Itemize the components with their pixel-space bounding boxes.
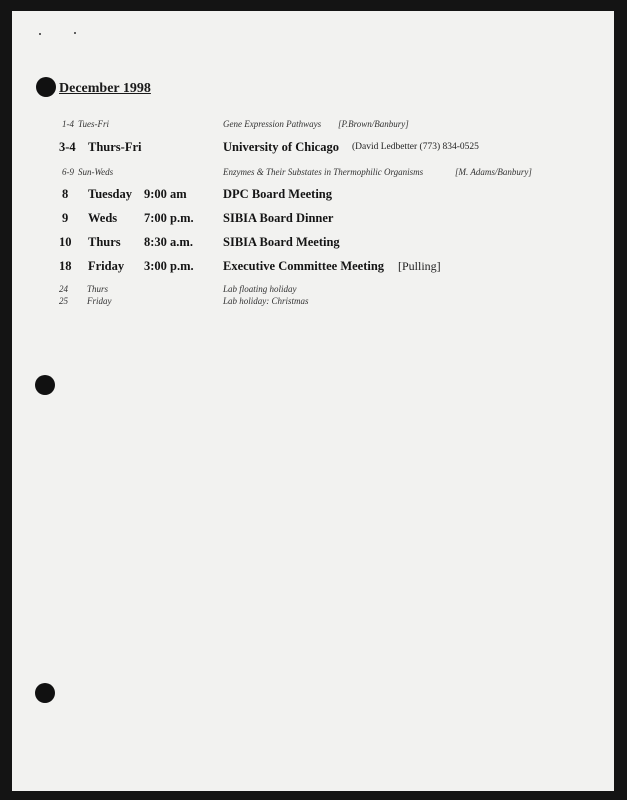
entry-date: 18: [59, 259, 72, 273]
calendar-entry: [12, 296, 614, 314]
entry-day: Sun-Weds: [78, 167, 114, 177]
entry-day: Tuesday: [88, 187, 133, 201]
entry-organizer: [M. Adams/Banbury]: [455, 167, 532, 177]
calendar-entry: [12, 119, 614, 137]
entry-date: 10: [59, 235, 72, 249]
entry-time: 3:00 p.m.: [144, 259, 194, 273]
entry-event: Gene Expression Pathways: [223, 119, 322, 129]
document-page: [12, 11, 614, 791]
entry-day: Friday: [87, 296, 112, 306]
entry-event: SIBIA Board Meeting: [223, 235, 340, 249]
entry-date: 6-9: [62, 167, 74, 177]
month-heading: December 1998: [59, 81, 151, 96]
calendar-entry: [12, 259, 614, 277]
entry-event: DPC Board Meeting: [223, 187, 333, 201]
entry-time: 7:00 p.m.: [144, 211, 194, 225]
entry-event: University of Chicago: [223, 140, 339, 154]
entry-date: 8: [62, 187, 69, 201]
entry-day: Weds: [88, 211, 118, 225]
entry-date: 25: [59, 296, 68, 306]
entry-organizer: [Pulling]: [398, 259, 441, 273]
punch-hole-middle: [35, 375, 55, 395]
entry-date: 1-4: [62, 119, 74, 129]
entry-event: Lab holiday: Christmas: [223, 296, 309, 306]
entry-date: 24: [59, 284, 68, 294]
entry-day: Tues-Fri: [78, 119, 110, 129]
entry-organizer: [P.Brown/Banbury]: [338, 119, 409, 129]
calendar-entry: [12, 235, 614, 253]
calendar-entry: [12, 211, 614, 229]
entry-day: Thurs: [87, 284, 109, 294]
calendar-entry: [12, 187, 614, 205]
entry-time: 9:00 am: [144, 187, 187, 201]
entry-date: 3-4: [59, 140, 76, 154]
entry-event: SIBIA Board Dinner: [223, 211, 334, 225]
entry-time: 8:30 a.m.: [144, 235, 193, 249]
entry-date: 9: [62, 211, 69, 225]
paper-speck: [39, 33, 41, 35]
entry-event: Lab floating holiday: [223, 284, 297, 294]
paper-speck: [74, 32, 76, 34]
entry-event: Enzymes & Their Substates in Thermophilic Organisms: [223, 167, 424, 177]
calendar-entry: [12, 140, 614, 158]
entry-contact: (David Ledbetter (773) 834-0525: [352, 142, 479, 152]
entry-day: Friday: [88, 259, 125, 273]
entry-event: Executive Committee Meeting: [223, 259, 385, 273]
calendar-entry: [12, 167, 614, 185]
entry-day: Thurs: [88, 235, 121, 249]
punch-hole-top: [36, 77, 56, 97]
entry-day: Thurs-Fri: [88, 140, 142, 154]
punch-hole-bottom: [35, 683, 55, 703]
